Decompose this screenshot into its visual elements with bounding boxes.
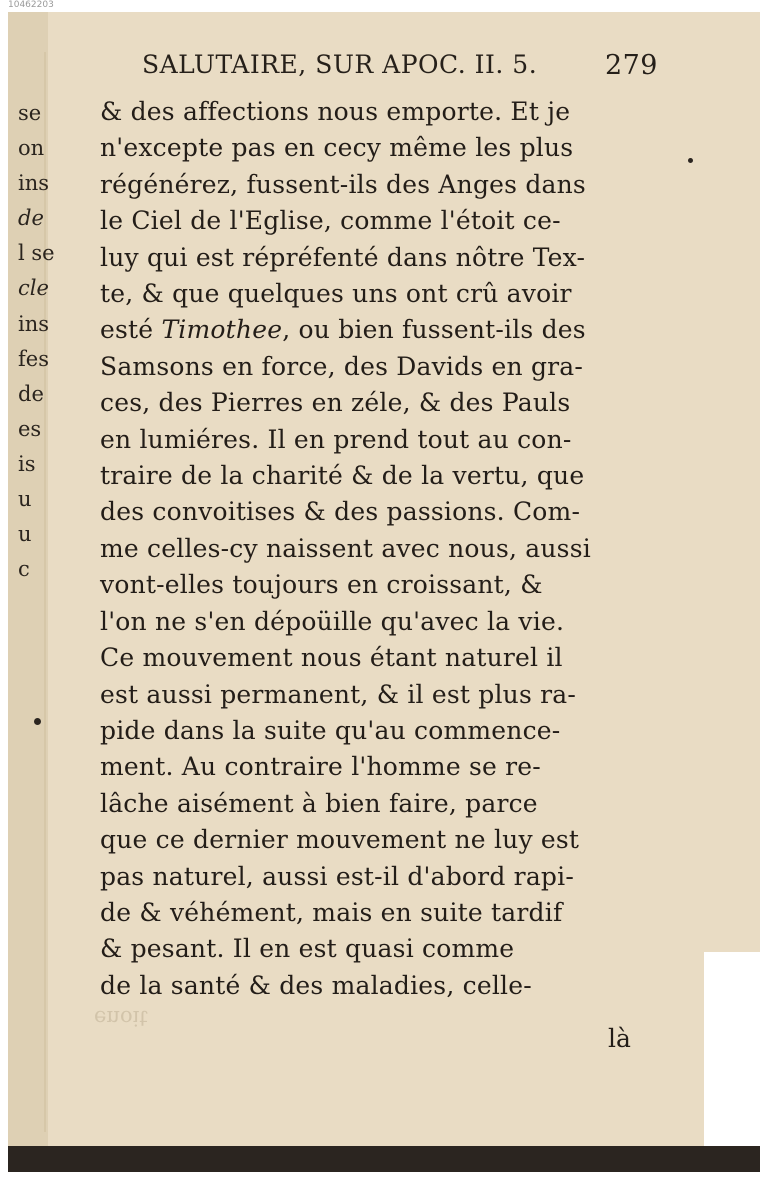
torn-page-edge <box>704 952 760 1152</box>
text-line: & pesant. Il en est quasi comme <box>100 934 515 964</box>
text-line: régénérez, fussent-ils des Anges dans <box>100 169 586 199</box>
catchword: là <box>608 1024 631 1053</box>
text-line: vont-elles toujours en croissant, & <box>100 570 543 600</box>
fragment: u <box>18 522 32 547</box>
fragment: l se <box>18 241 55 266</box>
fragment: u <box>18 487 32 512</box>
running-head <box>142 50 662 79</box>
text-line <box>100 312 645 348</box>
ink-speck <box>34 718 41 725</box>
text-line: l'on ne s'en dépoüille qu'avec la vie. <box>100 606 565 636</box>
fragment: de <box>18 381 44 406</box>
text-line: & des affections nous emporte. Et je <box>100 97 571 126</box>
text-line: en lumiéres. Il en prend tout au con- <box>100 424 572 454</box>
italic-name: Timothee <box>161 315 283 345</box>
text-line: luy qui est répréfenté dans nôtre Tex- <box>100 242 586 272</box>
text-segment: esté <box>100 315 154 345</box>
fragment: cle <box>18 276 49 301</box>
fragment: on <box>18 136 45 161</box>
text-line: des convoitises & des passions. Com- <box>100 497 581 527</box>
fragment: es <box>18 416 42 441</box>
fragment: de <box>18 206 44 231</box>
text-line: ces, des Pierres en zéle, & des Pauls <box>100 388 571 418</box>
text-line: n'excepte pas en cecy même les plus <box>100 133 574 163</box>
scan-id: 10462203 <box>8 0 54 10</box>
text-line: lâche aisément à bien faire, parce <box>100 788 538 818</box>
text-line: me celles-cy naissent avec nous, aussi <box>100 533 591 563</box>
fragment: ins <box>18 311 50 336</box>
fragment: se <box>18 101 42 125</box>
text-line: Samsons en force, des Davids en gra- <box>100 351 584 381</box>
fragment: c <box>18 557 30 582</box>
body-text <box>100 94 645 1004</box>
ink-speck <box>688 158 693 163</box>
text-line: pide dans la suite qu'au commence- <box>100 715 561 745</box>
text-line: pas naturel, aussi est-il d'abord rapi- <box>100 861 574 891</box>
bleed-through-text: enoit <box>94 1006 148 1030</box>
text-line: de la santé & des maladies, celle- <box>100 970 532 1000</box>
text-line: te, & que quelques uns ont crû avoir <box>100 279 572 309</box>
text-line: est aussi permanent, & il est plus ra- <box>100 679 577 709</box>
fragment: fes <box>18 346 49 371</box>
text-line: le Ciel de l'Eglise, comme l'étoit ce- <box>100 206 561 236</box>
text-segment: , ou bien fussent-ils des <box>282 315 586 345</box>
text-line: ment. Au contraire l'homme se re- <box>100 752 541 782</box>
binding-shadow <box>8 1146 760 1172</box>
text-line: traire de la charité & de la vertu, que <box>100 461 585 491</box>
text-line: de & véhément, mais en suite tardif <box>100 897 563 927</box>
text-line: Ce mouvement nous étant naturel il <box>100 643 563 673</box>
fragment: is <box>18 451 36 476</box>
previous-page-fragments <box>18 96 55 587</box>
running-head-title: SALUTAIRE, SUR APOC. II. 5. <box>142 50 538 79</box>
fragment: ins <box>18 171 50 196</box>
text-line: que ce dernier mouvement ne luy est <box>100 825 580 855</box>
page-number: 279 <box>604 50 658 81</box>
